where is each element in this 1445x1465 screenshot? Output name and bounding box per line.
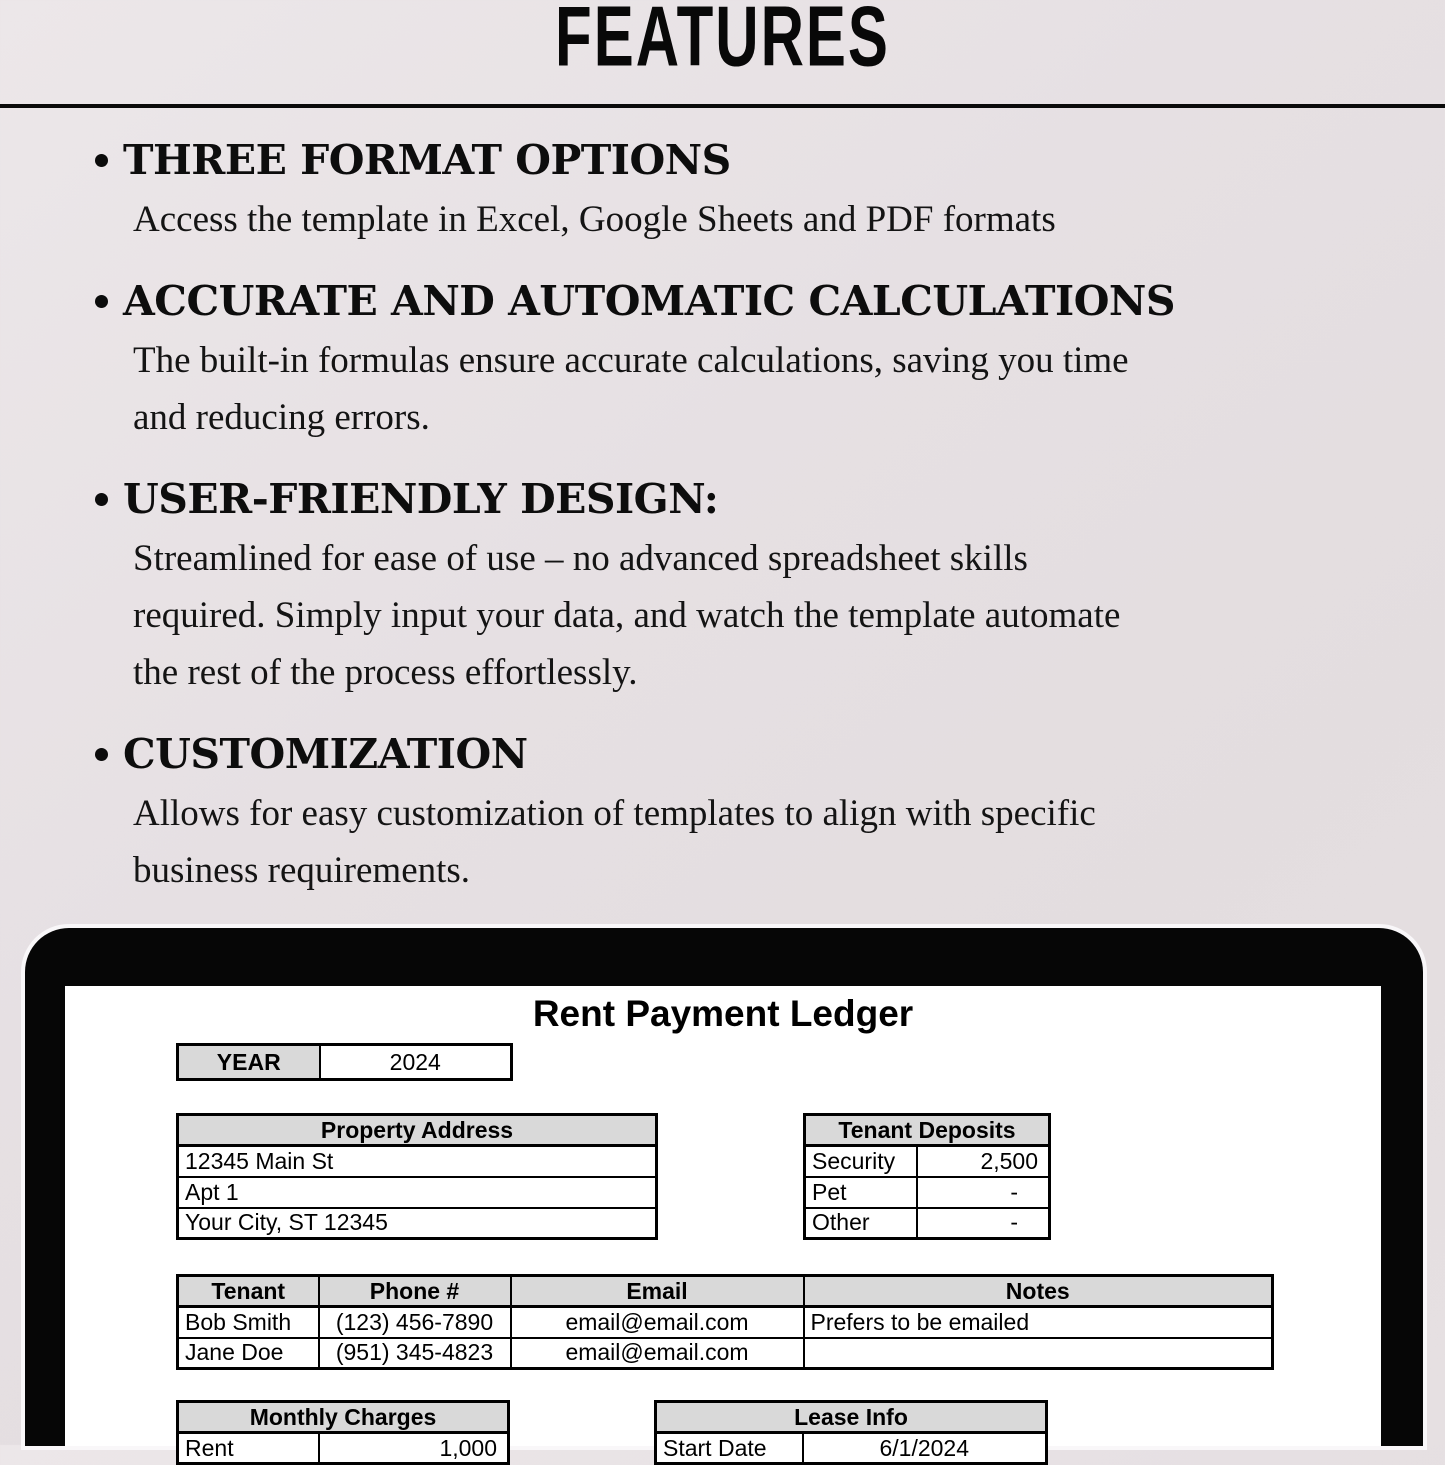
feature-body [133, 332, 1405, 446]
year-label-cell: YEAR [178, 1045, 320, 1080]
tenants-table [176, 1274, 1274, 1370]
charge-label-cell: Rent [178, 1433, 319, 1464]
tenant-phone-cell: (123) 456-7890 [319, 1307, 511, 1338]
year-table [176, 1043, 513, 1081]
feature-body-line: business requirements. [133, 850, 471, 891]
feature-body [133, 785, 1405, 899]
feature-body-line: Allows for easy customization of templates to align with specific [133, 793, 1096, 834]
lease-label-cell: Start Date [656, 1433, 803, 1464]
tenant-row [178, 1307, 1273, 1338]
feature-body-line: and reducing errors. [133, 397, 430, 438]
deposit-label-cell: Other [805, 1208, 917, 1239]
tenant-email-cell: email@email.com [511, 1338, 804, 1369]
address-line-cell: 12345 Main St [178, 1146, 657, 1177]
feature-heading: ACCURATE AND AUTOMATIC CALCULATIONS [123, 277, 1176, 325]
feature-body-line: required. Simply input your data, and watch the template automate [133, 595, 1121, 636]
deposit-value-cell: - [917, 1208, 1050, 1239]
page-title: FEATURES [555, 0, 890, 84]
tenant-email-cell: email@email.com [511, 1307, 804, 1338]
tenant-deposits-table [803, 1113, 1051, 1240]
deposit-value-cell: - [917, 1177, 1050, 1208]
tenant-name-cell: Bob Smith [178, 1307, 319, 1338]
spreadsheet-screen [65, 986, 1381, 1461]
bullet-icon [95, 493, 108, 506]
feature-heading: CUSTOMIZATION [123, 730, 528, 778]
bullet-icon [95, 748, 108, 761]
address-line-cell: Your City, ST 12345 [178, 1208, 657, 1239]
lease-info-table [654, 1400, 1048, 1465]
feature-body [133, 191, 1405, 248]
monthly-charges-table [176, 1400, 510, 1465]
bullet-icon [95, 295, 108, 308]
feature-body-line: the rest of the process effortlessly. [133, 652, 638, 693]
page-header [0, 0, 1445, 104]
feature-body-line: Access the template in Excel, Google Sheets and PDF formats [133, 199, 1056, 240]
monthly-charges-header: Monthly Charges [178, 1402, 509, 1433]
tenant-name-cell: Jane Doe [178, 1338, 319, 1369]
tenant-notes-cell [804, 1338, 1273, 1369]
tenants-header-phone: Phone # [319, 1276, 511, 1307]
tablet-device-frame [25, 928, 1423, 1461]
feature-heading: THREE FORMAT OPTIONS [123, 136, 731, 184]
bullet-icon [95, 154, 108, 167]
tenant-row [178, 1338, 1273, 1369]
deposit-value-cell: 2,500 [917, 1146, 1050, 1177]
tenant-deposits-header: Tenant Deposits [805, 1115, 1050, 1146]
feature-body-line: The built-in formulas ensure accurate calculations, saving you time [133, 340, 1129, 381]
tenants-header-tenant: Tenant [178, 1276, 319, 1307]
feature-heading: USER-FRIENDLY DESIGN: [123, 475, 719, 523]
lease-info-header: Lease Info [656, 1402, 1047, 1433]
feature-item-design [95, 473, 1405, 701]
deposit-label-cell: Security [805, 1146, 917, 1177]
feature-item-calculations [95, 275, 1405, 446]
feature-body [133, 530, 1405, 701]
sheet-title: Rent Payment Ledger [532, 993, 914, 1034]
tenant-notes-cell: Prefers to be emailed [804, 1307, 1273, 1338]
lease-value-cell: 6/1/2024 [803, 1433, 1047, 1464]
feature-body-line: Streamlined for ease of use – no advanced spreadsheet skills [133, 538, 1028, 579]
feature-item-customization [95, 728, 1405, 899]
property-address-header: Property Address [178, 1115, 657, 1146]
property-address-table [176, 1113, 658, 1240]
address-line-cell: Apt 1 [178, 1177, 657, 1208]
year-value-cell: 2024 [320, 1045, 512, 1080]
deposit-label-cell: Pet [805, 1177, 917, 1208]
tenants-header-email: Email [511, 1276, 804, 1307]
features-list [0, 108, 1445, 899]
charge-value-cell: 1,000 [319, 1433, 509, 1464]
feature-item-formats [95, 134, 1405, 248]
tenant-phone-cell: (951) 345-4823 [319, 1338, 511, 1369]
tenants-header-notes: Notes [804, 1276, 1273, 1307]
